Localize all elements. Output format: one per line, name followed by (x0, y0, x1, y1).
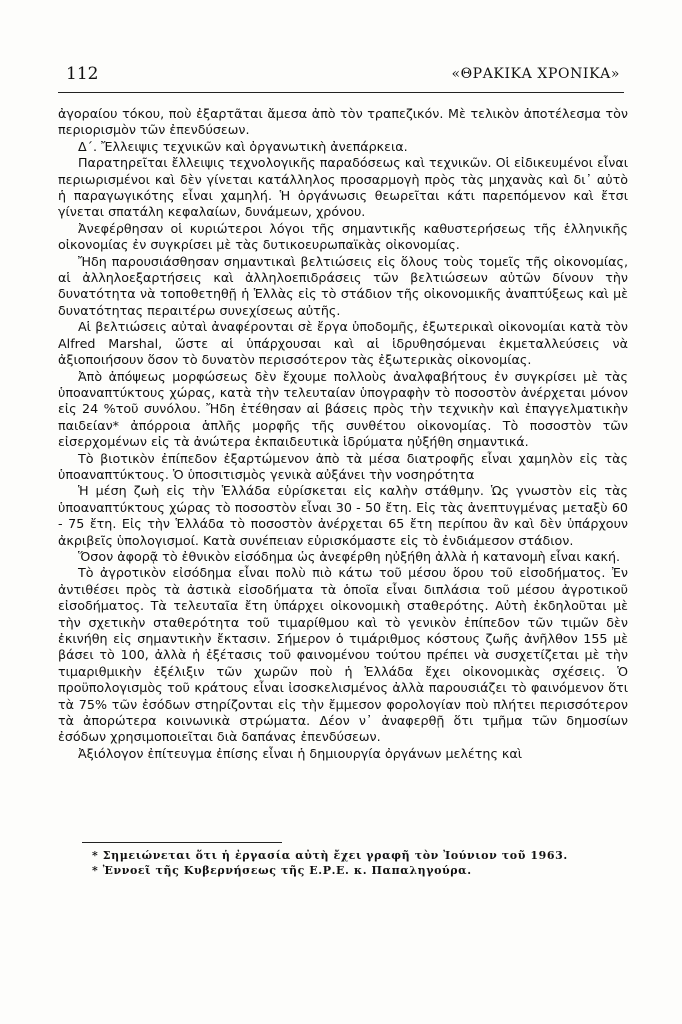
running-title: «ΘΡΑΚΙΚΑ ΧΡΟΝΙΚΑ» (451, 66, 620, 82)
paragraph: Ἤδη παρουσιάσθησαν σημαντικαὶ βελτιώσεις εἰς ὅλους τοὺς τομεῖς τῆς οἰκονομίας, αἱ ἀλληλοεξαρτήσεις καὶ ἀλληλοεπιδράσεις τῶν βελτιώσεων αὐτῶν δίνουν τὴν δυνατότητα νὰ τοποθετηθῇ ἡ Ἑλλὰς εἰς τὸ στάδιον τῆς οἰκονομικῆς ἀναπτύξεως καὶ μὲ δυνατότητας περαιτέρω συνεχίσεως αὐτῆς. (58, 253, 628, 318)
footnote: * Σημειώνεται ὅτι ἡ ἐργασία αὐτὴ ἔχει γραφῆ τὸν Ἰούνιον τοῦ 1963. (92, 849, 568, 862)
paragraph: Ὅσον ἀφορᾷ τὸ ἐθνικὸν εἰσόδημα ὡς ἀνεφέρθη ηὐξήθη ἀλλὰ ἡ κατανομὴ εἶναι κακή. (78, 548, 621, 564)
footnote-rule (82, 842, 282, 843)
paragraph: ἀγοραίου τόκου, ποὺ ἐξαρτᾶται ἄμεσα ἀπὸ τὸν τραπεζικόν. Μὲ τελικὸν ἀποτέλεσμα τὸν περιορισμὸν τῶν ἐπενδύσεων. (58, 106, 628, 138)
page-header (58, 64, 624, 86)
footnotes (92, 848, 612, 878)
paragraph: Ἀνεφέρθησαν οἱ κυριώτεροι λόγοι τῆς σημαντικῆς καθυστερήσεως τῆς ἑλληνικῆς οἰκονομίας ἐν συγκρίσει μὲ τὰς δυτικοευρωπαϊκὰς οἰκονομίας. (58, 220, 628, 253)
section-heading: Δ΄. Ἔλλειψις τεχνικῶν καὶ ὀργανωτικὴ ἀνεπάρκεια. (78, 138, 408, 154)
header-rule (58, 92, 624, 93)
paragraph: Τὸ βιοτικὸν ἐπίπεδον ἐξαρτώμενον ἀπὸ τὰ μέσα διατροφῆς εἶναι χαμηλὸν εἰς τὰς ὑποαναπτύκτους. Ὁ ὑποσιτισμὸς γενικὰ αὐξάνει τὴν νοσηρότητα (58, 450, 628, 482)
paragraph: Τὸ ἀγροτικὸν εἰσόδημα εἶναι πολὺ πιὸ κάτω τοῦ μέσου ὅρου τοῦ εἰσοδήματος. Ἐν ἀντιθέσει πρὸς τὰ ἀστικὰ εἰσοδήματα τὰ ὁποῖα εἶναι διπλάσια τοῦ μέσου ἀγροτικοῦ εἰσοδήματος. Τὰ τελευταῖα ἔτη ὑπάρχει οἰκονομικὴ σταθερότης. Αὐτὴ ἐκδηλοῦται μὲ τὴν σχετικὴν σταθερότητα τοῦ τιμαρίθμου καὶ τὸ γενικὸν ἐπίπεδον τῶν τιμῶν δὲν ἐκινήθη εἰς σημαντικὴν ἔκτασιν. Σήμερον ὁ τιμάριθμος κόστους ζωῆς ἀνῆλθον 155 μὲ βάσει τὸ 100, ἀλλὰ ἡ ἐξέτασις τοῦ φαινομένου τούτου πρέπει νὰ συσχετίζεται μὲ τὴν τιμαριθμικὴν ἐξέλιξιν τῶν χωρῶν ποὺ ἡ Ἑλλάδα ἔχει οἰκονομικὰς σχέσεις. Ὁ προϋπολογισμὸς τοῦ κράτους εἶναι ἰσοσκελισμένος ἀλλὰ παρουσιάζει τὸ φαινόμενον ὅτι τὰ 75% τῶν ἐσόδων στηρίζονται εἰς τὴν ἔμμεσον φορολογίαν ποὺ πλήτει περισσότερον τὰ ἀπορώτερα κοινωνικὰ στρώματα. Δέον ν᾽ ἀναφερθῇ ὅτι τμῆμα τῶν δημοσίων ἐσόδων χρησιμοποιεῖται διὰ δαπάνας ἐπενδύσεων. (58, 565, 628, 745)
paragraph: Ἀπὸ ἀπόψεως μορφώσεως δὲν ἔχουμε πολλοὺς ἀναλφαβήτους ἐν συγκρίσει μὲ τὰς ὑποαναπτύκτους χώρας, κατὰ τὴν τελευταίαν ὑπογραφὴν τὸ ποσοστὸν ἀνέρχεται μόνον εἰς 24 %τοῦ συνόλου. Ἤδη ἐτέθησαν αἱ βάσεις πρὸς τὴν τεχνικὴν καὶ ἐπαγγελματικὴν παιδείαν* ἀπόρροια ἁπλῆς μορφῆς τῆς συνθέτου οἰκονομίας. Τὸ ποσοστὸν τῶν εἰσερχομένων εἰς τὰ ἀνώτερα ἐκπαιδευτικὰ ἱδρύματα ηὐξήθη σημαντικά. (58, 368, 628, 450)
page-number: 112 (66, 64, 99, 84)
footnote: * Ἐννοεῖ τῆς Κυβερνήσεως τῆς Ε.Ρ.Ε. κ. Παπαληγούρα. (92, 864, 472, 877)
body-text (58, 106, 628, 762)
paragraph: Παρατηρεῖται ἔλλειψις τεχνολογικῆς παραδόσεως καὶ τεχνικῶν. Οἱ εἰδικευμένοι εἶναι περιωρισμένοι καὶ δὲν γίνεται κατάλληλος προσαρμογὴ πρὸς τὰς μηχανὰς καὶ δι᾽ αὐτὸ ἡ παραγωγικότης εἶναι χαμηλή. Ἡ ὀργάνωσις θεωρεῖται κάτι παρεπόμενον καὶ ἔτσι γίνεται σπατάλη κεφαλαίων, δυνάμεων, χρόνου. (58, 155, 628, 220)
paragraph: Ἀξιόλογον ἐπίτευγμα ἐπίσης εἶναι ἡ δημιουργία ὀργάνων μελέτης καὶ (78, 745, 523, 761)
paragraph: Ἡ μέση ζωὴ εἰς τὴν Ἑλλάδα εὑρίσκεται εἰς καλὴν στάθμην. Ὡς γνωστὸν εἰς τὰς ὑποαναπτύκτους χώρας τὸ ποσοστὸν εἶναι 30 - 50 ἔτη. Εἰς τὰς ἀνεπτυγμένας μεταξὺ 60 - 75 ἔτη. Εἰς τὴν Ἑλλάδα τὸ ποσοστὸν ἀνέρχεται 65 ἔτη περίπου ἂν καὶ δὲν ὑπάρχουν ἀκριβεῖς ὑπολογισμοί. Κατὰ συνέπειαν εὑρισκόμαστε εἰς τὸ ἐνδιάμεσον στάδιον. (58, 483, 628, 548)
paragraph: Αἱ βελτιώσεις αὐταὶ ἀναφέρονται σὲ ἔργα ὑποδομῆς, ἐξωτερικαὶ οἰκονομίαι κατὰ τὸν Alfred Marshal, ὥστε αἱ ὑπάρχουσαι καὶ αἱ ἱδρυθησόμεναι ἐκμεταλλεύσεις νὰ ἀξιοποιήσουν ὅσον τὸ δυνατὸν περισσότερον τὰς ἐξωτερικὰς οἰκονομίας. (58, 319, 628, 368)
